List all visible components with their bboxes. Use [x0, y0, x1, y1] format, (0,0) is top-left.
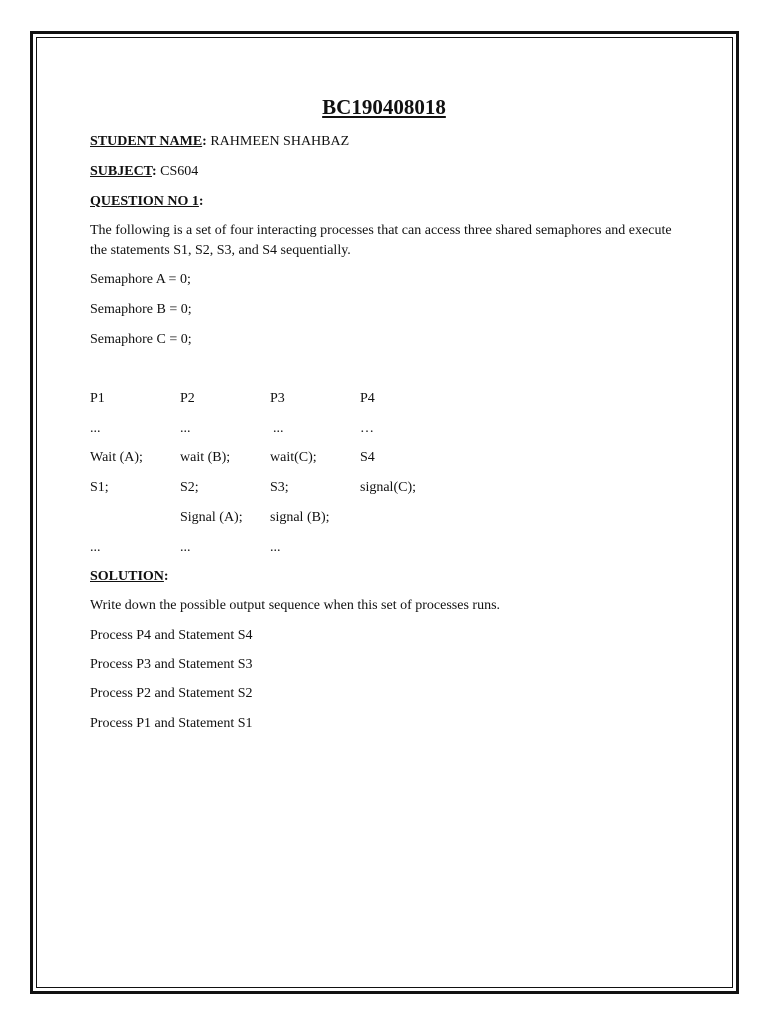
process-cell: S3;: [270, 480, 289, 495]
process-header-p4: P4: [360, 391, 375, 406]
process-cell: S1;: [90, 480, 109, 495]
subject-label: SUBJECT: [90, 164, 152, 179]
student-name-value: RAHMEEN SHAHBAZ: [210, 134, 350, 149]
process-cell: ...: [90, 540, 101, 555]
process-cell: ...: [180, 540, 191, 555]
question-heading: [90, 192, 204, 211]
semaphore-c: Semaphore C = 0;: [90, 332, 192, 347]
process-cell: signal (B);: [270, 510, 330, 525]
colon: :: [202, 134, 207, 149]
process-cell: ...: [270, 540, 281, 555]
process-header-p2: P2: [180, 391, 195, 406]
colon: :: [163, 569, 169, 584]
solution-label: SOLUTION: [90, 569, 164, 584]
solution-line: Process P4 and Statement S4: [90, 628, 253, 643]
semaphore-b: Semaphore B = 0;: [90, 302, 192, 317]
process-cell: wait (B);: [180, 450, 231, 465]
question-intro: The following is a set of four interacting processes that can access three shared semaphores and execute the statements S1, S2, S3, and S4 sequentially.: [90, 223, 672, 258]
subject-line: [90, 162, 198, 181]
solution-heading: [90, 567, 169, 586]
document-title: BC190408018: [322, 95, 446, 119]
student-name-line: [90, 132, 349, 151]
process-cell: S2;: [180, 480, 199, 495]
process-cell: S4: [360, 450, 375, 465]
solution-line: Process P2 and Statement S2: [90, 686, 253, 701]
process-cell: ...: [180, 421, 191, 436]
process-cell: signal(C);: [360, 480, 416, 495]
process-header-p3: P3: [270, 391, 285, 406]
question-label: QUESTION NO 1: [90, 194, 199, 209]
solution-line: Process P1 and Statement S1: [90, 716, 253, 731]
process-cell: Signal (A);: [180, 510, 243, 525]
process-cell: …: [360, 421, 374, 436]
colon: :: [198, 194, 204, 209]
subject-value: CS604: [160, 164, 199, 179]
process-header-p1: P1: [90, 391, 105, 406]
student-name-label: STUDENT NAME: [90, 134, 203, 149]
colon: :: [151, 164, 157, 179]
process-cell: Wait (A);: [90, 450, 143, 465]
process-cell: wait(C);: [270, 450, 317, 465]
solution-prompt: Write down the possible output sequence when this set of processes runs.: [90, 598, 501, 613]
process-cell: ...: [273, 421, 284, 436]
semaphore-a: Semaphore A = 0;: [90, 272, 191, 287]
process-cell: ...: [90, 421, 101, 436]
solution-line: Process P3 and Statement S3: [90, 657, 253, 672]
